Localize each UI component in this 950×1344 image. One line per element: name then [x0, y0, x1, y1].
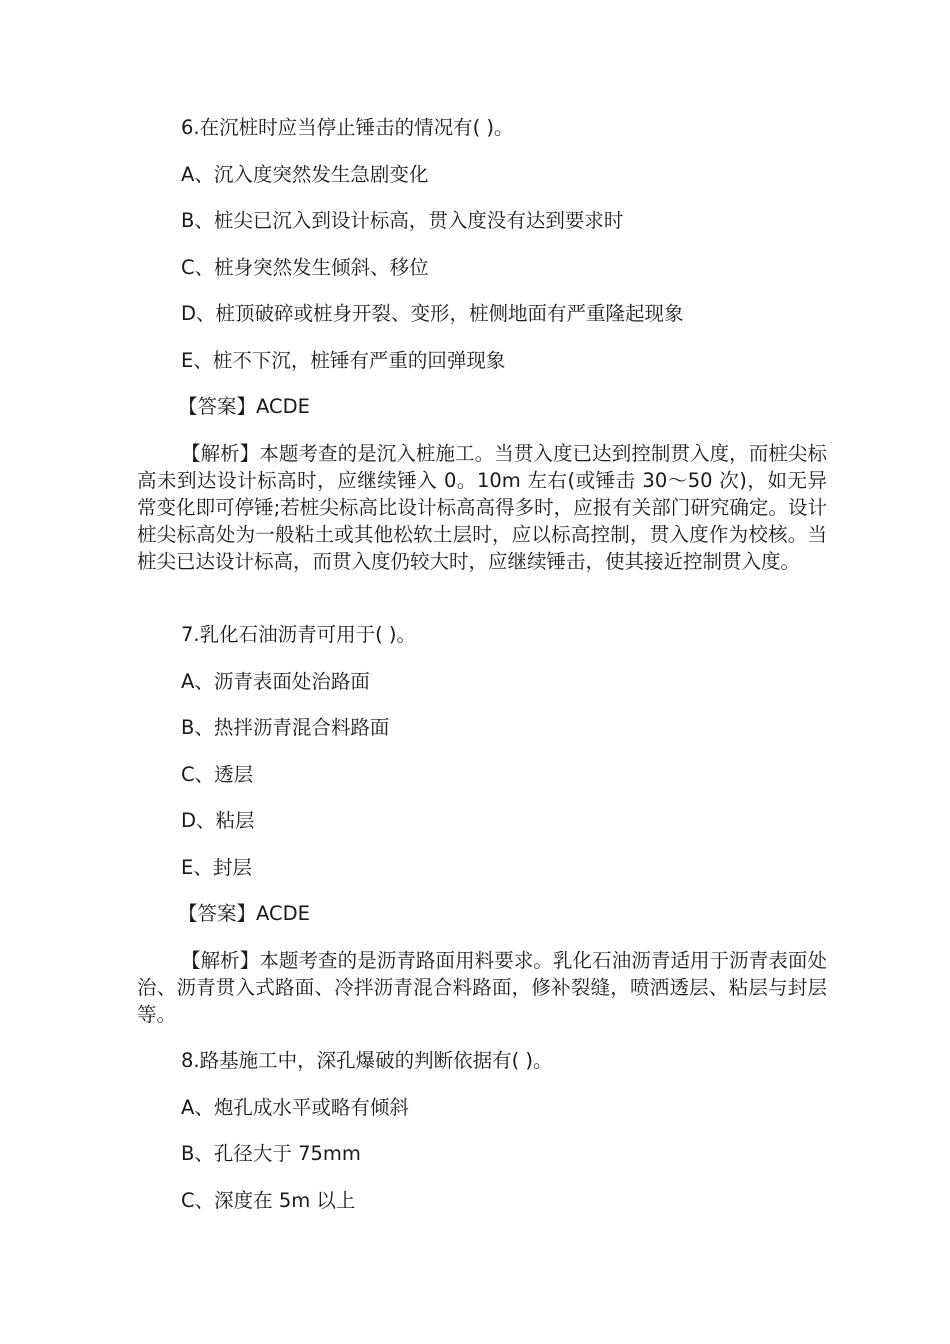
- q6-option-e: E、桩不下沉，桩锤有严重的回弹现象: [181, 349, 506, 372]
- q7-option-e: E、封层: [181, 856, 252, 879]
- q6-option-c: C、桩身突然发生倾斜、移位: [181, 256, 429, 279]
- q8-option-a: A、炮孔成水平或略有倾斜: [181, 1096, 409, 1119]
- question-8: 8.路基施工中，深孔爆破的判断依据有( )。: [181, 1049, 553, 1072]
- q8-option-b: B、孔径大于 75mm: [181, 1142, 361, 1165]
- q6-option-a: A、沉入度突然发生急剧变化: [181, 163, 429, 186]
- q6-option-b: B、桩尖已沉入到设计标高，贯入度没有达到要求时: [181, 209, 624, 232]
- question-6: 6.在沉桩时应当停止锤击的情况有( )。: [181, 116, 514, 139]
- q6-answer: 【答案】ACDE: [178, 395, 310, 418]
- question-7: 7.乳化石油沥青可用于( )。: [181, 623, 417, 646]
- q8-option-c: C、深度在 5m 以上: [181, 1189, 356, 1212]
- q7-analysis: 【解析】本题考查的是沥青路面用料要求。乳化石油沥青适用于沥青表面处治、沥青贯入式路面、冷拌沥青混合料路面，修补裂缝，喷洒透层、粘层与封层等。: [137, 949, 827, 1026]
- q7-answer: 【答案】ACDE: [178, 902, 310, 925]
- q7-option-d: D、粘层: [181, 809, 255, 832]
- q7-option-b: B、热拌沥青混合料路面: [181, 716, 390, 739]
- q7-option-c: C、透层: [181, 763, 254, 786]
- q6-analysis: 【解析】本题考查的是沉入桩施工。当贯入度已达到控制贯入度，而桩尖标高未到达设计标高时，应继续锤入 0。10m 左右(或锤击 30～50 次)，如无异常变化即可停锤;若桩尖标高比设计标高高得多时，应报有关部门研究确定。设计桩尖标高处为一般粘土或其他松软土层时，应以标高控制，贯入度作为校核。当桩尖已达设计标高，而贯入度仍较大时，应继续锤击，使其接近控制贯入度。: [137, 442, 827, 573]
- q6-option-d: D、桩顶破碎或桩身开裂、变形，桩侧地面有严重隆起现象: [181, 302, 684, 325]
- q7-option-a: A、沥青表面处治路面: [181, 670, 370, 693]
